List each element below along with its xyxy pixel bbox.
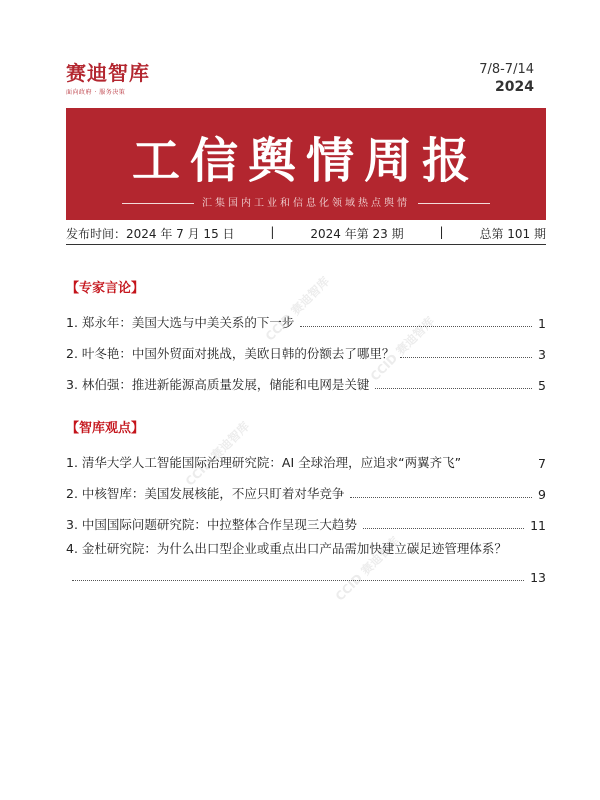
watermark: CCID 赛迪智库 <box>332 534 403 604</box>
toc-entry[interactable] <box>66 300 546 331</box>
subtitle-rule-left <box>122 203 194 204</box>
leader-dots <box>300 326 532 327</box>
meta-divider <box>66 244 546 245</box>
leader-dots <box>375 388 532 389</box>
publish-date: 发布时间：2024 年 7 月 15 日 <box>66 227 235 241</box>
watermark: CCID 赛迪智库 <box>182 419 253 489</box>
toc-entry-title: 3. 林伯强：推进新能源高质量发展，储能和电网是关键 <box>66 377 370 392</box>
issue-meta-row <box>66 225 546 241</box>
subtitle-rule-right <box>418 203 490 204</box>
toc-entry[interactable] <box>66 502 546 533</box>
toc-entry-page: 3 <box>538 347 546 362</box>
toc-entry-title: 1. 清华大学人工智能国际治理研究院：AI 全球治理，应追求“两翼齐飞” <box>66 455 462 470</box>
toc-entry-page: 1 <box>538 316 546 331</box>
toc-entry-title: 2. 中核智库：美国发展核能，不应只盯着对华竞争 <box>66 486 345 501</box>
toc-thinktank <box>66 440 546 585</box>
leader-dots <box>400 357 532 358</box>
week-range: 7/8-7/14 <box>479 62 534 77</box>
section-heading-thinktank: 【智库观点】 <box>66 421 145 436</box>
ccid-logo <box>66 62 150 96</box>
report-title: 工信舆情周报 <box>131 133 480 189</box>
toc-entry-page: 11 <box>530 518 546 533</box>
logo-name: 赛迪智库 <box>66 61 150 85</box>
toc-entry[interactable] <box>66 362 546 393</box>
meta-separator: | <box>439 225 444 239</box>
toc-entry[interactable] <box>66 471 546 502</box>
section-heading-expert: 【专家言论】 <box>66 281 145 296</box>
issue-number: 2024 年第 23 期 <box>310 227 404 241</box>
title-banner <box>66 108 546 220</box>
logo-slogan: 面向政府 · 服务决策 <box>66 89 126 96</box>
leader-dots <box>350 497 532 498</box>
toc-entry-title: 3. 中国国际问题研究院：中拉整体合作呈现三大趋势 <box>66 517 357 532</box>
toc-entry-title: 2. 叶冬艳：中国外贸面对挑战，美欧日韩的份额去了哪里？ <box>66 346 395 361</box>
watermark: CCID 赛迪智库 <box>262 274 333 344</box>
toc-entry[interactable] <box>66 440 546 471</box>
leader-dots <box>363 528 524 529</box>
toc-entry[interactable] <box>66 539 546 585</box>
leader-dots <box>72 580 524 581</box>
watermark: CCID 赛迪智库 <box>367 314 438 384</box>
toc-entry-page: 9 <box>538 487 546 502</box>
toc-entry-page: 13 <box>530 570 546 585</box>
year: 2024 <box>495 79 534 95</box>
total-issue-number: 总第 101 期 <box>479 227 546 241</box>
meta-separator: | <box>270 225 275 239</box>
toc-expert <box>66 300 546 393</box>
toc-entry-page: 7 <box>538 456 546 471</box>
report-subtitle: 汇集国内工业和信息化领域热点舆情 <box>202 198 410 209</box>
toc-entry-continuation <box>66 561 546 585</box>
toc-entry-title: 4. 金杜研究院：为什么出口型企业或重点出口产品需加快建立碳足迹管理体系？ <box>66 541 507 556</box>
toc-entry-title: 1. 郑永年：美国大选与中美关系的下一步 <box>66 315 295 330</box>
toc-entry-page: 5 <box>538 378 546 393</box>
date-range-block <box>479 62 534 96</box>
toc-entry[interactable] <box>66 331 546 362</box>
report-subtitle-row <box>66 194 546 209</box>
